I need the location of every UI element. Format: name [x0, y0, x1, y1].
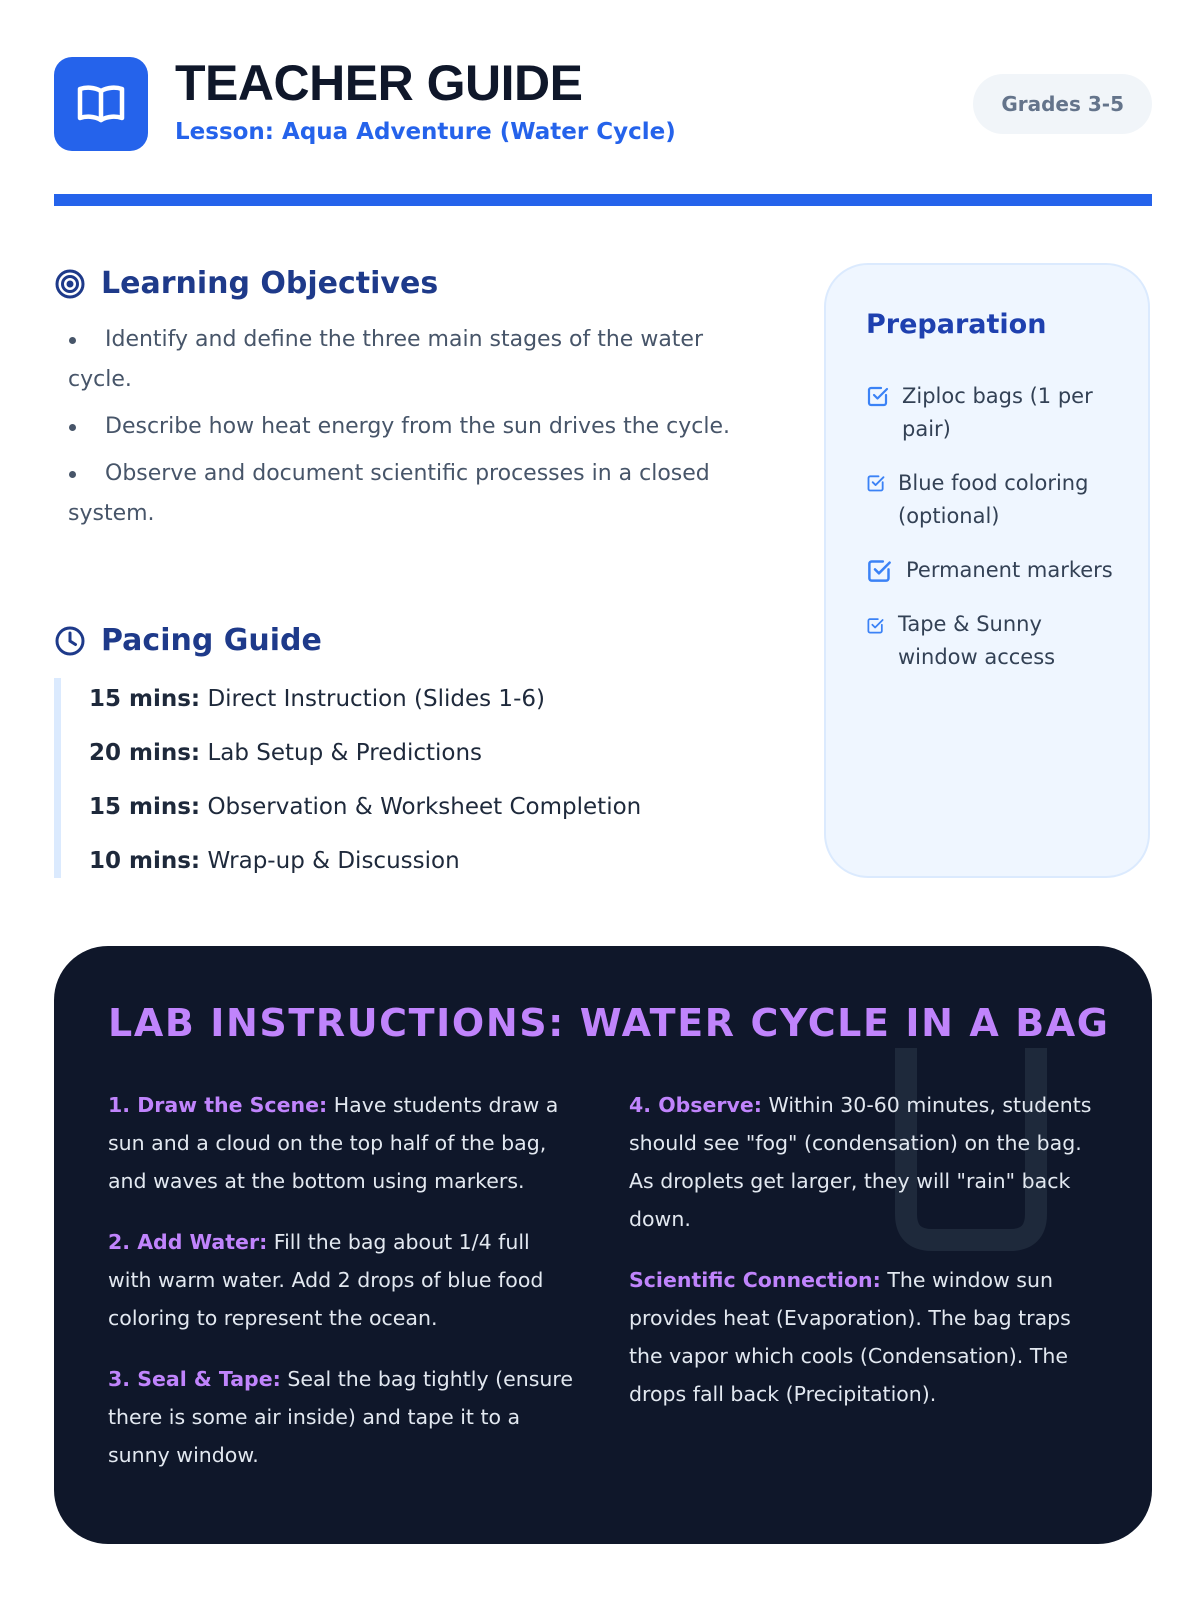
- grade-badge: Grades 3-5: [973, 74, 1152, 134]
- prep-item: [866, 467, 1126, 537]
- pacing-activity: Direct Instruction (Slides 1-6): [207, 686, 545, 712]
- prep-item-label: Blue food coloring (optional): [898, 471, 1089, 528]
- prep-item-label: Permanent markers: [906, 558, 1113, 582]
- prep-item: [866, 554, 1126, 590]
- pacing-activity: Observation & Worksheet Completion: [207, 794, 642, 820]
- lab-column-left: [108, 1086, 578, 1497]
- objectives-title: Learning Objectives: [101, 266, 439, 301]
- pacing-activity: Wrap-up & Discussion: [207, 848, 460, 874]
- checkbox-icon: [866, 473, 886, 493]
- pacing-row: [89, 791, 641, 823]
- lab-step: [108, 1086, 578, 1200]
- pacing-time: 10 mins:: [89, 848, 201, 874]
- preparation-title: Preparation: [866, 309, 1047, 340]
- prep-item: [866, 380, 1126, 450]
- lab-step-label: 1. Draw the Scene:: [108, 1093, 328, 1117]
- pacing-list: [54, 678, 761, 878]
- open-book-icon: [75, 78, 127, 130]
- lab-step-text: The window sun provides heat (Evaporation). The bag traps the vapor which cools (Condensation). The drops fall back (Precipitation).: [629, 1268, 1071, 1406]
- lab-step-label: 2. Add Water:: [108, 1230, 268, 1254]
- lab-step-label: 3. Seal & Tape:: [108, 1367, 281, 1391]
- header-divider: [54, 194, 1152, 206]
- lab-step: [108, 1223, 578, 1337]
- logo: [54, 57, 148, 151]
- list-item: Observe and document scientific processes in a closed system.: [68, 454, 768, 534]
- pacing-row: [89, 845, 460, 877]
- lab-step: [629, 1086, 1099, 1238]
- lesson-subtitle: Lesson: Aqua Adventure (Water Cycle): [175, 119, 676, 145]
- prep-item-label: Tape & Sunny window access: [898, 612, 1056, 669]
- pacing-activity: Lab Setup & Predictions: [207, 740, 483, 766]
- lab-step-text: Within 30-60 minutes, students should see "fog" (condensation) on the bag. As droplets get larger, they will "rain" back down.: [629, 1093, 1092, 1231]
- lab-step-text: Fill the bag about 1/4 full with warm water. Add 2 drops of blue food coloring to represent the ocean.: [108, 1230, 544, 1330]
- prep-item-label: Ziploc bags (1 per pair): [902, 384, 1093, 441]
- prep-item: [866, 608, 1126, 678]
- lab-step-label: 4. Observe:: [629, 1093, 762, 1117]
- list-item: Describe how heat energy from the sun drives the cycle.: [68, 407, 768, 447]
- objectives-list: [68, 320, 768, 541]
- target-icon: [54, 268, 86, 300]
- page-title: TEACHER GUIDE: [175, 55, 583, 111]
- preparation-card: [824, 263, 1150, 878]
- lab-step-text: Have students draw a sun and a cloud on the top half of the bag, and waves at the bottom using markers.: [108, 1093, 559, 1193]
- list-item: Identify and define the three main stages of the water cycle.: [68, 320, 768, 400]
- pacing-time: 15 mins:: [89, 686, 201, 712]
- lab-step-label: Scientific Connection:: [629, 1268, 881, 1292]
- pacing-time: 20 mins:: [89, 740, 201, 766]
- pacing-title: Pacing Guide: [101, 623, 322, 658]
- lab-step-text: Seal the bag tightly (ensure there is some air inside) and tape it to a sunny window.: [108, 1367, 574, 1467]
- lab-science-note: [629, 1261, 1099, 1413]
- lab-instructions-panel: [54, 946, 1152, 1544]
- checkbox-icon: [866, 384, 890, 408]
- pacing-row: [89, 737, 482, 769]
- clock-icon: [54, 625, 86, 657]
- page-header: [54, 57, 1152, 151]
- pacing-heading: [54, 621, 754, 661]
- objectives-heading: [54, 264, 754, 304]
- checkbox-icon: [866, 616, 885, 635]
- lab-step: [108, 1360, 578, 1474]
- lab-title: LAB INSTRUCTIONS: WATER CYCLE IN A BAG: [108, 1001, 1110, 1045]
- pacing-row: [89, 683, 545, 715]
- checkbox-icon: [866, 557, 893, 584]
- lab-column-right: [629, 1086, 1099, 1436]
- pacing-time: 15 mins:: [89, 794, 201, 820]
